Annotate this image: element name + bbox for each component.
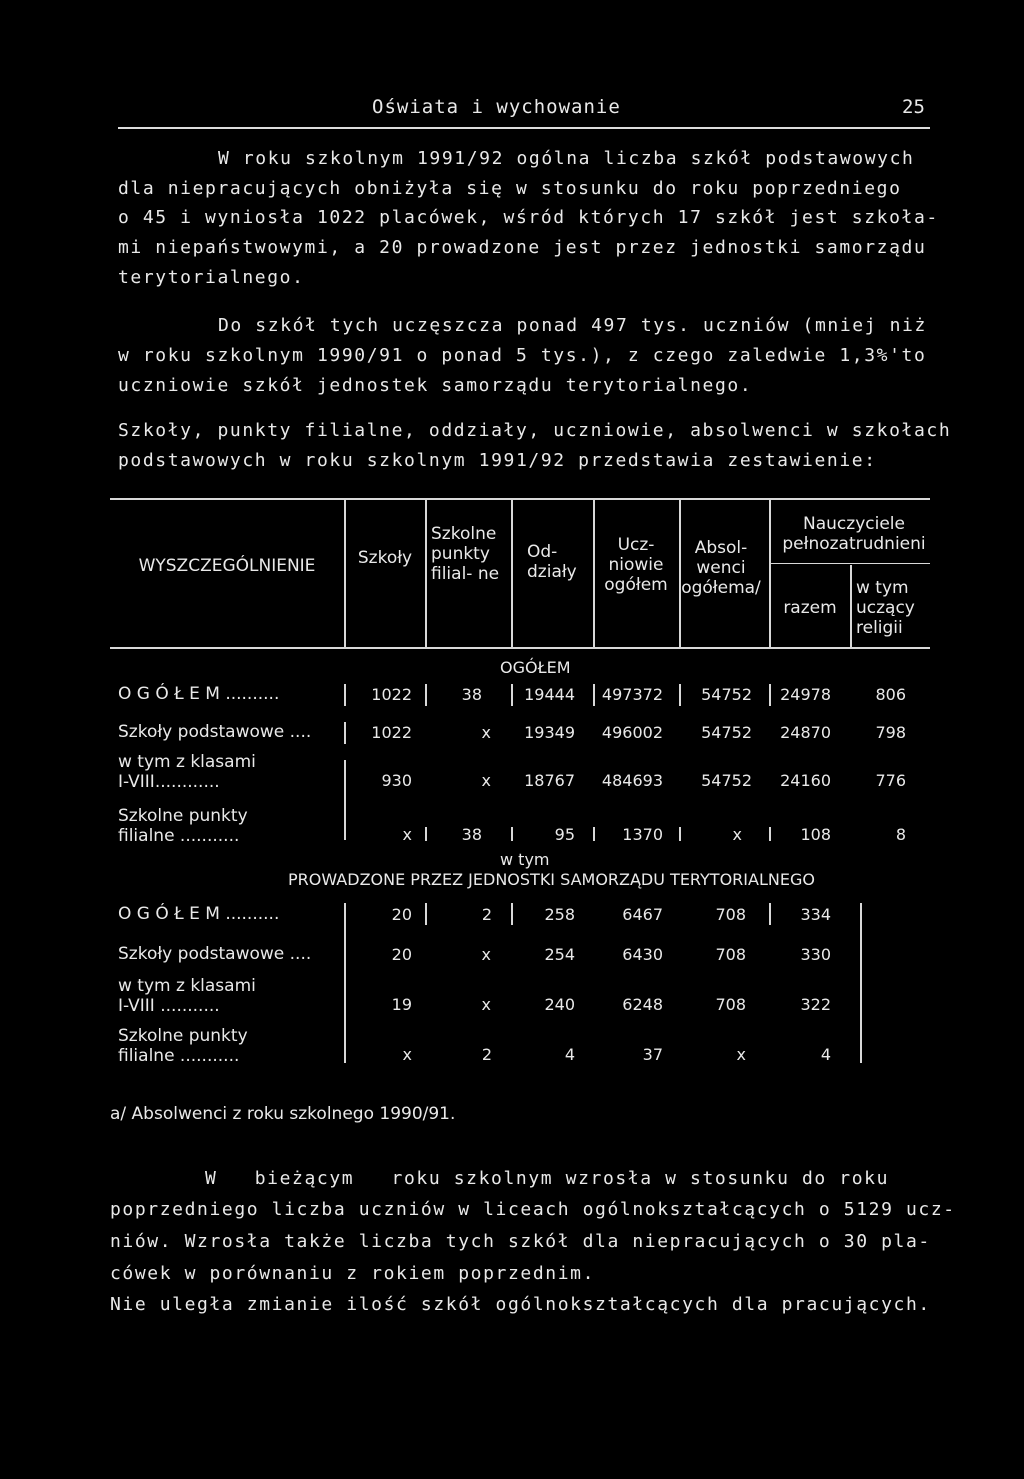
- header-branch-points: Szkolne punkty filial- ne: [431, 524, 500, 584]
- table-footnote: a/ Absolwenci z roku szkolnego 1990/91.: [110, 1104, 456, 1124]
- cell-divisions: 19349: [524, 723, 575, 742]
- page-number: 25: [902, 96, 925, 118]
- header-teachers-total: razem: [783, 598, 837, 618]
- cell-schools: 19: [391, 995, 412, 1014]
- cell-branch-points: x: [481, 771, 491, 790]
- cell-schools: x: [402, 825, 412, 844]
- header-students: Ucz- niowie ogółem: [604, 535, 668, 595]
- cell-schools: 20: [391, 945, 412, 964]
- cell-branch-points: 2: [481, 1045, 492, 1064]
- cell-divisions: 18767: [524, 771, 575, 790]
- cell-schools: 20: [391, 905, 412, 924]
- row-separator: [769, 903, 771, 925]
- header-separator: [511, 500, 513, 647]
- cell-divisions: 258: [544, 905, 575, 924]
- row-separator: [593, 684, 595, 706]
- intro-line: W roku szkolnym 1991/92 ogólna liczba szkół podstawowych: [218, 148, 915, 169]
- closing-line: W bieżącym roku szkolnym wzrosła w stosunku do roku: [205, 1168, 890, 1189]
- header-teachers-religion: w tym uczący religii: [856, 578, 915, 638]
- row-separator: [344, 722, 346, 744]
- cell-branch-points: x: [481, 995, 491, 1014]
- row-label: O G Ó Ł E M ..........: [118, 684, 280, 704]
- cell-branch-points: 2: [481, 905, 492, 924]
- header-graduates-text: Absol- wenci ogółem: [681, 538, 748, 598]
- students-line: w roku szkolnym 1990/91 o ponad 5 tys.), z czego zaledwie 1,3%'to: [118, 345, 927, 366]
- row-separator: [511, 827, 513, 841]
- row-separator: [679, 827, 681, 841]
- cell-students: 484693: [601, 771, 663, 790]
- cell-teachers-total: 108: [800, 825, 831, 844]
- row-label: filialne ...........: [118, 1046, 240, 1066]
- row-separator: [344, 760, 346, 840]
- header-separator: [850, 565, 852, 647]
- graduates-footnote-marker: a/: [744, 578, 761, 598]
- row-separator: [344, 684, 346, 706]
- students-line: uczniowie szkół jednostek samorządu terytorialnego.: [118, 375, 753, 396]
- cell-teachers-religion: 776: [875, 771, 906, 790]
- cell-teachers-total: 334: [800, 905, 831, 924]
- row-separator: [511, 684, 513, 706]
- closing-line: niów. Wzrosła także liczba tych szkół dla niepracujących o 30 pla-: [110, 1231, 931, 1252]
- row-label: w tym z klasami: [118, 752, 256, 772]
- cell-teachers-total: 24978: [780, 685, 831, 704]
- cell-schools: x: [402, 1045, 412, 1064]
- closing-line: cówek w porównaniu z rokiem poprzednim.: [110, 1263, 596, 1284]
- table-top-rule: [110, 498, 930, 500]
- cell-divisions: 95: [554, 825, 575, 844]
- header-rule: [118, 127, 930, 129]
- cell-schools: 930: [381, 771, 412, 790]
- cell-students: 6430: [622, 945, 663, 964]
- header-schools: Szkoły: [357, 548, 413, 568]
- row-separator: [425, 684, 427, 706]
- header-separator: [344, 500, 346, 647]
- cell-divisions: 4: [564, 1045, 575, 1064]
- cell-branch-points: 38: [461, 685, 482, 704]
- cell-students: 6248: [622, 995, 663, 1014]
- cell-graduates: 54752: [701, 685, 752, 704]
- row-label: I-VIII ...........: [118, 996, 220, 1016]
- cell-branch-points: 38: [461, 825, 482, 844]
- cell-students: 37: [642, 1045, 663, 1064]
- cell-graduates: 54752: [701, 723, 752, 742]
- cell-teachers-total: 24870: [780, 723, 831, 742]
- row-label: w tym z klasami: [118, 976, 256, 996]
- students-line: Do szkół tych uczęszcza ponad 497 tys. uczniów (mniej niż: [218, 315, 927, 336]
- header-separator: [425, 500, 427, 647]
- closing-line: Nie uległa zmianie ilość szkół ogólnokształcących dla pracujących.: [110, 1294, 931, 1315]
- row-separator: [769, 684, 771, 706]
- cell-graduates: 708: [715, 945, 746, 964]
- row-label: Szkolne punkty: [118, 1026, 248, 1046]
- cell-graduates: 708: [715, 995, 746, 1014]
- table-intro-line: Szkoły, punkty filialne, oddziały, uczniowie, absolwenci w szkołach: [118, 420, 952, 441]
- section-prefix: w tym: [500, 850, 550, 869]
- cell-students: 497372: [601, 685, 663, 704]
- cell-teachers-total: 4: [820, 1045, 831, 1064]
- row-separator: [511, 903, 513, 925]
- cell-teachers-religion: 798: [875, 723, 906, 742]
- cell-teachers-total: 330: [800, 945, 831, 964]
- header-divisions: Od- działy: [527, 542, 577, 582]
- row-label: O G Ó Ł E M ..........: [118, 904, 280, 924]
- cell-graduates: x: [732, 825, 742, 844]
- cell-branch-points: x: [481, 945, 491, 964]
- row-label: Szkolne punkty: [118, 806, 248, 826]
- intro-line: o 45 i wyniosła 1022 placówek, wśród których 17 szkół jest szkoła-: [118, 207, 939, 228]
- cell-teachers-religion: 806: [875, 685, 906, 704]
- cell-teachers-religion: 8: [895, 825, 906, 844]
- cell-teachers-total: 322: [800, 995, 831, 1014]
- row-separator: [769, 827, 771, 841]
- header-graduates: [681, 538, 761, 598]
- page-header-title: Oświata i wychowanie: [372, 96, 621, 118]
- cell-schools: 1022: [371, 685, 412, 704]
- row-label: I-VIII............: [118, 772, 220, 792]
- row-separator: [344, 903, 346, 1063]
- intro-line: terytorialnego.: [118, 267, 305, 288]
- row-separator: [860, 903, 862, 1063]
- row-label: Szkoły podstawowe ....: [118, 722, 312, 742]
- intro-line: mi niepaństwowymi, a 20 prowadzone jest przez jednostki samorządu: [118, 237, 927, 258]
- closing-line: poprzedniego liczba uczniów w liceach ogólnokształcących o 5129 ucz-: [110, 1199, 956, 1220]
- cell-divisions: 240: [544, 995, 575, 1014]
- cell-divisions: 254: [544, 945, 575, 964]
- cell-graduates: 54752: [701, 771, 752, 790]
- cell-students: 1370: [622, 825, 663, 844]
- teachers-subheader-rule: [770, 563, 930, 564]
- section-title-total: OGÓŁEM: [500, 658, 571, 677]
- cell-branch-points: x: [481, 723, 491, 742]
- cell-schools: 1022: [371, 723, 412, 742]
- row-separator: [425, 827, 427, 841]
- table-header-rule: [110, 647, 930, 649]
- cell-students: 6467: [622, 905, 663, 924]
- header-teachers: Nauczyciele pełnozatrudnieni: [782, 514, 926, 554]
- intro-line: dla niepracujących obniżyła się w stosunku do roku poprzedniego: [118, 178, 902, 199]
- cell-divisions: 19444: [524, 685, 575, 704]
- row-label: Szkoły podstawowe ....: [118, 944, 312, 964]
- cell-graduates: 708: [715, 905, 746, 924]
- row-separator: [593, 827, 595, 841]
- section-title-local: PROWADZONE PRZEZ JEDNOSTKI SAMORZĄDU TERYTORIALNEGO: [288, 870, 815, 889]
- cell-graduates: x: [736, 1045, 746, 1064]
- header-label: WYSZCZEGÓLNIENIE: [138, 556, 316, 576]
- cell-students: 496002: [601, 723, 663, 742]
- cell-teachers-total: 24160: [780, 771, 831, 790]
- row-separator: [425, 903, 427, 925]
- row-separator: [679, 684, 681, 706]
- row-label: filialne ...........: [118, 826, 240, 846]
- table-intro-line: podstawowych w roku szkolnym 1991/92 przedstawia zestawienie:: [118, 450, 877, 471]
